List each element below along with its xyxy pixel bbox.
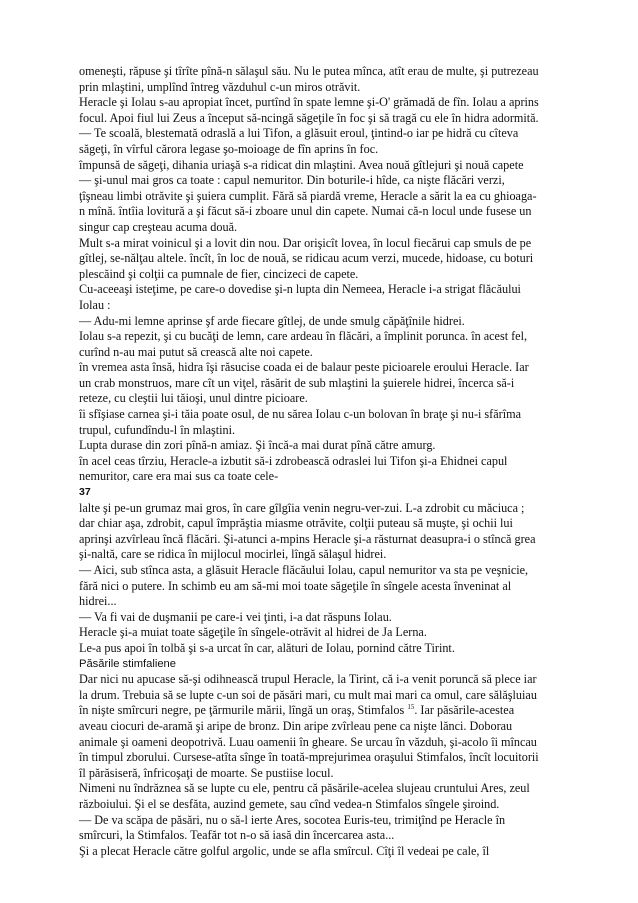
text-line: — Va fi vai de duşmanii pe care-i vei ţinti, i-a dat răspuns Iolau. (79, 609, 392, 624)
text-line: hidrei... (79, 594, 117, 609)
text-line: omeneşti, răpuse şi tîrîte pînă-n sălaşul său. Nu le putea mînca, atît erau de multe, şi putrezeau (79, 64, 539, 78)
text-line: fără nici o putere. In schimb eu am să-mi moi toate săgeţile în sîngele acesta înveninat al (79, 578, 512, 593)
text-line: plescăind şi colţii ca pumnale de fier, cincizeci de capete. (79, 266, 359, 281)
text-line: animale şi oameni deopotrivă. Luau oamenii în gheare. Se urcau în văzduh, şi-acolo îi mîncau (79, 734, 537, 749)
text-line: focul. Apoi fiul lui Zeus a început să-ncingă săgeţile în foc şi să tragă cu ele în hidra adormită. (79, 110, 539, 125)
text-line: trupul, cufundîndu-l în mlaştini. (79, 422, 236, 437)
text-line: îi sfîşiase carnea şi-i tăia poate osul, de nu sărea Iolau c-un bolovan în braţe şi nu-i sfărîma (79, 407, 521, 422)
text-line: Mult s-a mirat voinicul şi a lovit din nou. Dar orişicît lovea, în locul fiecărui cap smuls de pe (79, 235, 532, 250)
text-line: Lupta durase din zori pînă-n amiaz. Şi încă-a mai durat pînă către amurg. (79, 438, 436, 453)
text-line: aprinşi azvîrleau încă flăcări. Şi-atunci a-mpins Heracle şi-a răsturnat deasupra-i o stîncă grea (79, 531, 536, 546)
text-line: Şi a plecat Heracle către golful argolic, unde se afla smîrcul. Cîţi îl vedeai pe cale, îl (79, 843, 490, 858)
text-line: un crab monstruos, mare cît un viţel, răsărit de sub mlaştini la şuierele hidrei, încerca să-i (79, 375, 515, 390)
text-line: Dar nici nu apucase să-şi odihnească trupul Heracle, la Tirint, că i-a venit poruncă să plece iar (79, 672, 537, 687)
text-line: în timpul zborului. Cursese-atîta sînge în toată-mprejurimea oraşului Stimfalos, încît locuitorii (79, 750, 539, 765)
text-line: gîtlej, se-nălţau altele. încît, în loc de nouă, se ridicau acum verzi, mucede, hidoase, cu boturi (79, 251, 534, 266)
text-line: în acel ceas tîrziu, Heracle-a izbutit să-i zdrobească odraslei lui Tifon şi-a Ehidnei capul (79, 453, 508, 468)
text-line: lalte şi pe-un grumaz mai gros, în care gîlgîia venin negru-ver-zui. L-a zdrobit cu măciuca ; (79, 500, 525, 515)
text-line: Heracle şi Iolau s-au apropiat încet, purtînd în spate lemne şi-O' grămadă de fîn. Iolau a aprins (79, 95, 539, 110)
text-line: Cu-aceeaşi isteţime, pe care-o dovedise şi-n lupta din Nemeea, Heracle i-a strigat flăcăului (79, 282, 521, 297)
text-line: Iolau s-a repezit, şi cu bucăţi de lemn, care ardeau în flăcări, a împlinit porunca. în acest fel, (79, 329, 528, 344)
text-line: — Te scoală, blestemată odraslă a lui Tifon, a glăsuit eroul, ţintind-o iar pe hidră cu cîteva (79, 126, 519, 141)
text-line: reteze, cu cleştii lui tăioşi, unul dintre picioare. (79, 391, 308, 406)
text-line: Nimeni nu îndrăznea să se lupte cu ele, pentru că păsările-acelea slujeau cruntului Ares, zeul (79, 781, 530, 796)
text-line: în nişte smîrcuri negre, pe ţărmurile mării, lîngă un oraş, Stimfalos $^{15}$. Iar păsările-acestea (79, 703, 515, 718)
text-line: — De va scăpa de păsări, nu o să-l ierte Ares, socotea Euris-teu, trimiţînd pe Heracle în (79, 812, 506, 827)
text-line: prin mlaştini, umplînd întreg văzduhul c-un miros otrăvit. (79, 79, 361, 94)
page-text (79, 64, 569, 859)
text-line: — şi-unul mai gros ca toate : capul nemuritor. Din boturile-i hîde, ca nişte flăcări verzi, (79, 173, 505, 188)
text-line: ţîşneau limbi otrăvite şi şuiera cumplit. Fără să piardă vreme, Heracle a sărit la ea cu ghioaga- (79, 188, 537, 203)
text-line: săgeţi, în vîrful cărora legase şo-moioage de fîn aprins în foc. (79, 141, 379, 156)
text-line: îl părăsiseră, înfricoşaţi de moarte. Se pustiise locul. (79, 765, 334, 780)
text-line: şi-naltă, care se ridica în mijlocul mocirlei, lîngă sălaşul hidrei. (79, 547, 387, 562)
text-line: la drum. Trebuia să se lupte c-un soi de păsări mari, cu mult mai mari ca omul, care sălăşluiau (79, 687, 537, 702)
text-line: smîrcuri, la Stimfalos. Teafăr tot n-o să iasă din încercarea asta... (79, 828, 395, 843)
text-line: în vremea asta însă, hidra îşi răsucise coada ei de balaur peste picioarele eroului Heracle. Iar (79, 360, 529, 375)
text-line: dar chiar aşa, zdrobit, capul împrăştia miasme otrăvite, colţii puteau să muşte, şi ochii lui (79, 516, 513, 531)
text-line: Le-a pus apoi în tolbă şi s-a urcat în car, alături de Iolau, pornind către Tirint. (79, 640, 455, 655)
text-line: aveau ciocuri de-aramă şi aripe de bronz. Din aripe zvîrleau pene ca nişte lănci. Doborau (79, 718, 513, 733)
text-line: războiului. Şi el se desfăta, auzind gemete, sau cînd vedea-n Stimfalos sîngele şiroind. (79, 796, 500, 811)
text-line: împunsă de săgeţi, dihania uriaşă s-a ridicat din mlaştini. Avea nouă gîtlejuri şi nouă capete (79, 157, 524, 172)
text-line: Heracle şi-a muiat toate săgeţile în sîngele-otrăvit al hidrei de Ja Lerna. (79, 625, 427, 640)
text-line: curînd n-au mai putut să crească alte noi capete. (79, 344, 313, 359)
section-title: Păsările stimfaliene (79, 657, 177, 670)
text-line: n mînă. întîia lovitură a şi făcut să-i zboare unul din capete. Numai că-n locul unde fusese un (79, 204, 532, 219)
footnote-marker[interactable]: 15 (407, 703, 415, 712)
text-line: — Adu-mi lemne aprinse şf arde fiecare gîtlej, de unde smulg căpăţînile hidrei. (79, 313, 465, 328)
text-line: nemuritor, care era mai sus ca toate cele- (79, 469, 279, 484)
text-line: singur cap creşteau acuma două. (79, 219, 238, 234)
text-line: Iolau : (79, 297, 111, 312)
text-fragment: . Iar păsările-acestea (414, 703, 515, 718)
text-line: — Aici, sub stînca asta, a glăsuit Heracle flăcăului Iolau, capul nemuritor va sta pe veşnicie, (79, 563, 529, 577)
page-number: 37 (79, 486, 91, 499)
